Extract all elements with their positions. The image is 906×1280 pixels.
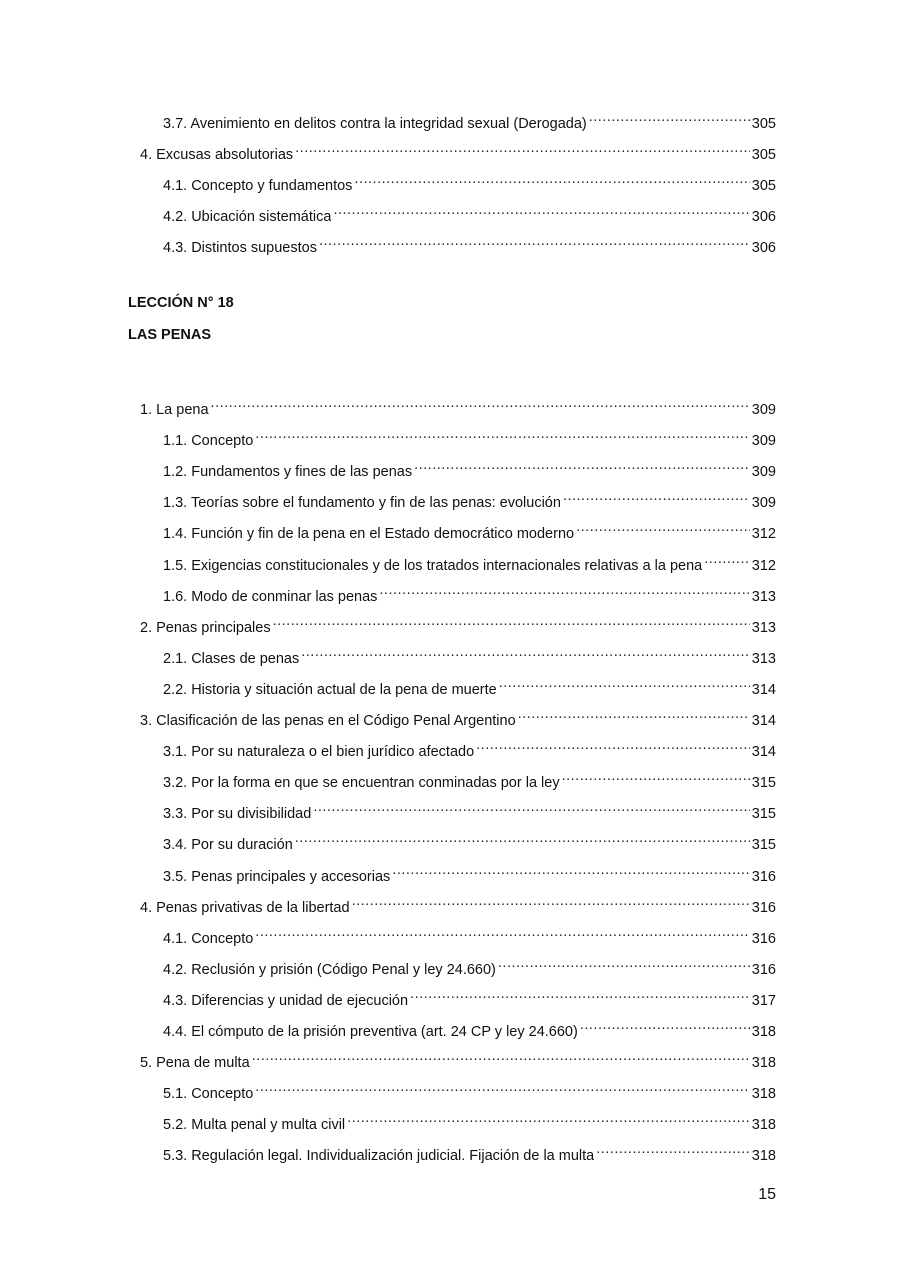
dot-leader [354,168,749,190]
toc-entry-page: 316 [751,899,776,916]
toc-entry-page: 313 [751,619,776,636]
dot-leader [414,454,750,476]
toc-entry-label: 2.1. Clases de penas [163,650,300,667]
toc-entry-label: 5.1. Concepto [163,1086,254,1103]
toc-entry [163,952,776,978]
dot-leader [563,485,750,507]
toc-entry-label: 1.4. Función y fin de la pena en el Estado democrático moderno [163,526,575,543]
toc-entry-page: 318 [751,1148,776,1165]
toc-entry-label: 3.4. Por su duración [163,837,293,854]
toc-entry [163,106,776,132]
dot-leader [498,952,750,974]
dot-leader [596,1138,750,1160]
toc-entry-page: 313 [751,650,776,667]
toc-entry [163,859,776,885]
dot-leader [379,579,749,601]
toc-entry [163,921,776,947]
toc-entry [140,1045,776,1072]
dot-leader [301,641,750,663]
toc-entry-page: 306 [751,209,776,226]
dot-leader [499,672,750,694]
toc-entry [140,137,776,164]
toc-entry-label: 2. Penas principales [140,619,271,636]
toc-entry-label: 3.1. Por su naturaleza o el bien jurídico afectado [163,744,475,761]
dot-leader [255,423,750,445]
dot-leader [562,765,750,787]
toc-entry-page: 318 [751,1024,776,1040]
toc-entry [163,1076,776,1103]
toc-entry-page: 314 [751,713,776,729]
toc-entry-page: 305 [751,116,776,132]
toc-entry-page: 312 [751,557,776,574]
lesson-title: LAS PENAS [128,327,211,343]
toc-entry-label: 3.7. Avenimiento en delitos contra la integridad sexual (Derogada) [163,116,587,132]
toc-entry [163,548,776,574]
toc-entry-label: 4.4. El cómputo de la prisión preventiva (art. 24 CP y ley 24.660) [163,1024,578,1040]
toc-entry-label: 5.3. Regulación legal. Individualización judicial. Fijación de la multa [163,1148,595,1165]
toc-entry [163,734,776,761]
toc-entry-page: 309 [751,495,776,512]
dot-leader [589,106,750,128]
toc-entry-page: 309 [751,464,776,481]
dot-leader [252,1045,750,1067]
toc-entry-label: 4. Excusas absolutorias [140,147,294,164]
toc-entry [163,765,776,792]
dot-leader [476,734,750,756]
toc-entry-page: 315 [751,806,776,823]
toc-entry-page: 309 [751,433,776,450]
toc-entry-label: 4.1. Concepto [163,930,254,947]
toc-entry-label: 5. Pena de multa [140,1055,250,1072]
toc-entry-label: 4.3. Diferencias y unidad de ejecución [163,992,409,1009]
toc-entry-label: 4.2. Ubicación sistemática [163,209,332,226]
toc-entry [163,199,776,226]
toc-entry-label: 1.6. Modo de conminar las penas [163,588,378,605]
toc-entry [140,890,776,916]
toc-entry-page: 318 [751,1055,776,1072]
lesson-number: LECCIÓN N° 18 [128,295,234,311]
dot-leader [410,983,750,1005]
toc-entry [163,983,776,1009]
toc-entry-page: 316 [751,961,776,978]
toc-entry-page: 317 [751,992,776,1009]
toc-entry [163,827,776,854]
toc-entry-page: 315 [751,837,776,854]
toc-entry-page: 316 [751,868,776,885]
toc-entry-label: 3.2. Por la forma en que se encuentran conminadas por la ley [163,775,560,792]
toc-entry-label: 4.1. Concepto y fundamentos [163,178,353,195]
toc-entry-label: 4.2. Reclusión y prisión (Código Penal y ley 24.660) [163,961,496,978]
toc-entry [163,168,776,195]
toc-entry [140,610,776,636]
dot-leader [392,859,750,881]
toc-entry-label: 5.2. Multa penal y multa civil [163,1117,346,1134]
toc-entry-page: 315 [751,775,776,792]
toc-entry [163,485,776,512]
page-number: 15 [758,1186,776,1203]
toc-entry [163,516,776,543]
toc-entry-page: 314 [751,681,776,698]
toc-entry [163,796,776,823]
dot-leader [273,610,750,632]
toc-entry [163,1014,776,1040]
toc-entry-page: 312 [751,526,776,543]
dot-leader [576,516,750,538]
toc-entry-label: 1. La pena [140,402,209,418]
toc-entry [163,579,776,605]
toc-entry-label: 1.5. Exigencias constitucionales y de los tratados internacionales relativas a la pena [163,557,703,574]
toc-entry-page: 313 [751,588,776,605]
toc-entry [140,392,776,418]
toc-entry-label: 4. Penas privativas de la libertad [140,899,350,916]
dot-leader [580,1014,750,1036]
toc-entry-page: 305 [751,178,776,195]
toc-entry [163,1107,776,1134]
dot-leader [333,199,749,221]
dot-leader [352,890,750,912]
dot-leader [255,921,750,943]
dot-leader [255,1076,750,1098]
toc-entry-page: 318 [751,1117,776,1134]
toc-entry-page: 314 [751,744,776,761]
toc-entry [163,230,776,257]
dot-leader [295,137,750,159]
dot-leader [313,796,749,818]
toc-entry-page: 306 [751,240,776,257]
dot-leader [347,1107,750,1129]
toc-entry-label: 4.3. Distintos supuestos [163,240,317,257]
toc-entry [163,423,776,450]
dot-leader [211,392,750,414]
dot-leader [319,230,750,252]
toc-entry-page: 305 [751,147,776,164]
toc-entry-page: 316 [751,930,776,947]
dot-leader [704,548,750,570]
toc-entry [163,1138,776,1165]
toc-entry-label: 1.2. Fundamentos y fines de las penas [163,464,413,481]
toc-entry-label: 3.5. Penas principales y accesorias [163,868,391,885]
toc-entry [163,454,776,481]
toc-entry [163,641,776,667]
toc-entry-label: 2.2. Historia y situación actual de la pena de muerte [163,681,497,698]
toc-entry-label: 3. Clasificación de las penas en el Código Penal Argentino [140,713,516,729]
toc-entry-label: 1.1. Concepto [163,433,254,450]
toc-entry [140,703,776,729]
toc-entry-label: 1.3. Teorías sobre el fundamento y fin de las penas: evolución [163,495,561,512]
toc-entry [163,672,776,698]
toc-entry-page: 318 [751,1086,776,1103]
toc-entry-label: 3.3. Por su divisibilidad [163,806,312,823]
dot-leader [295,827,750,849]
toc-entry-page: 309 [751,402,776,418]
dot-leader [518,703,750,725]
